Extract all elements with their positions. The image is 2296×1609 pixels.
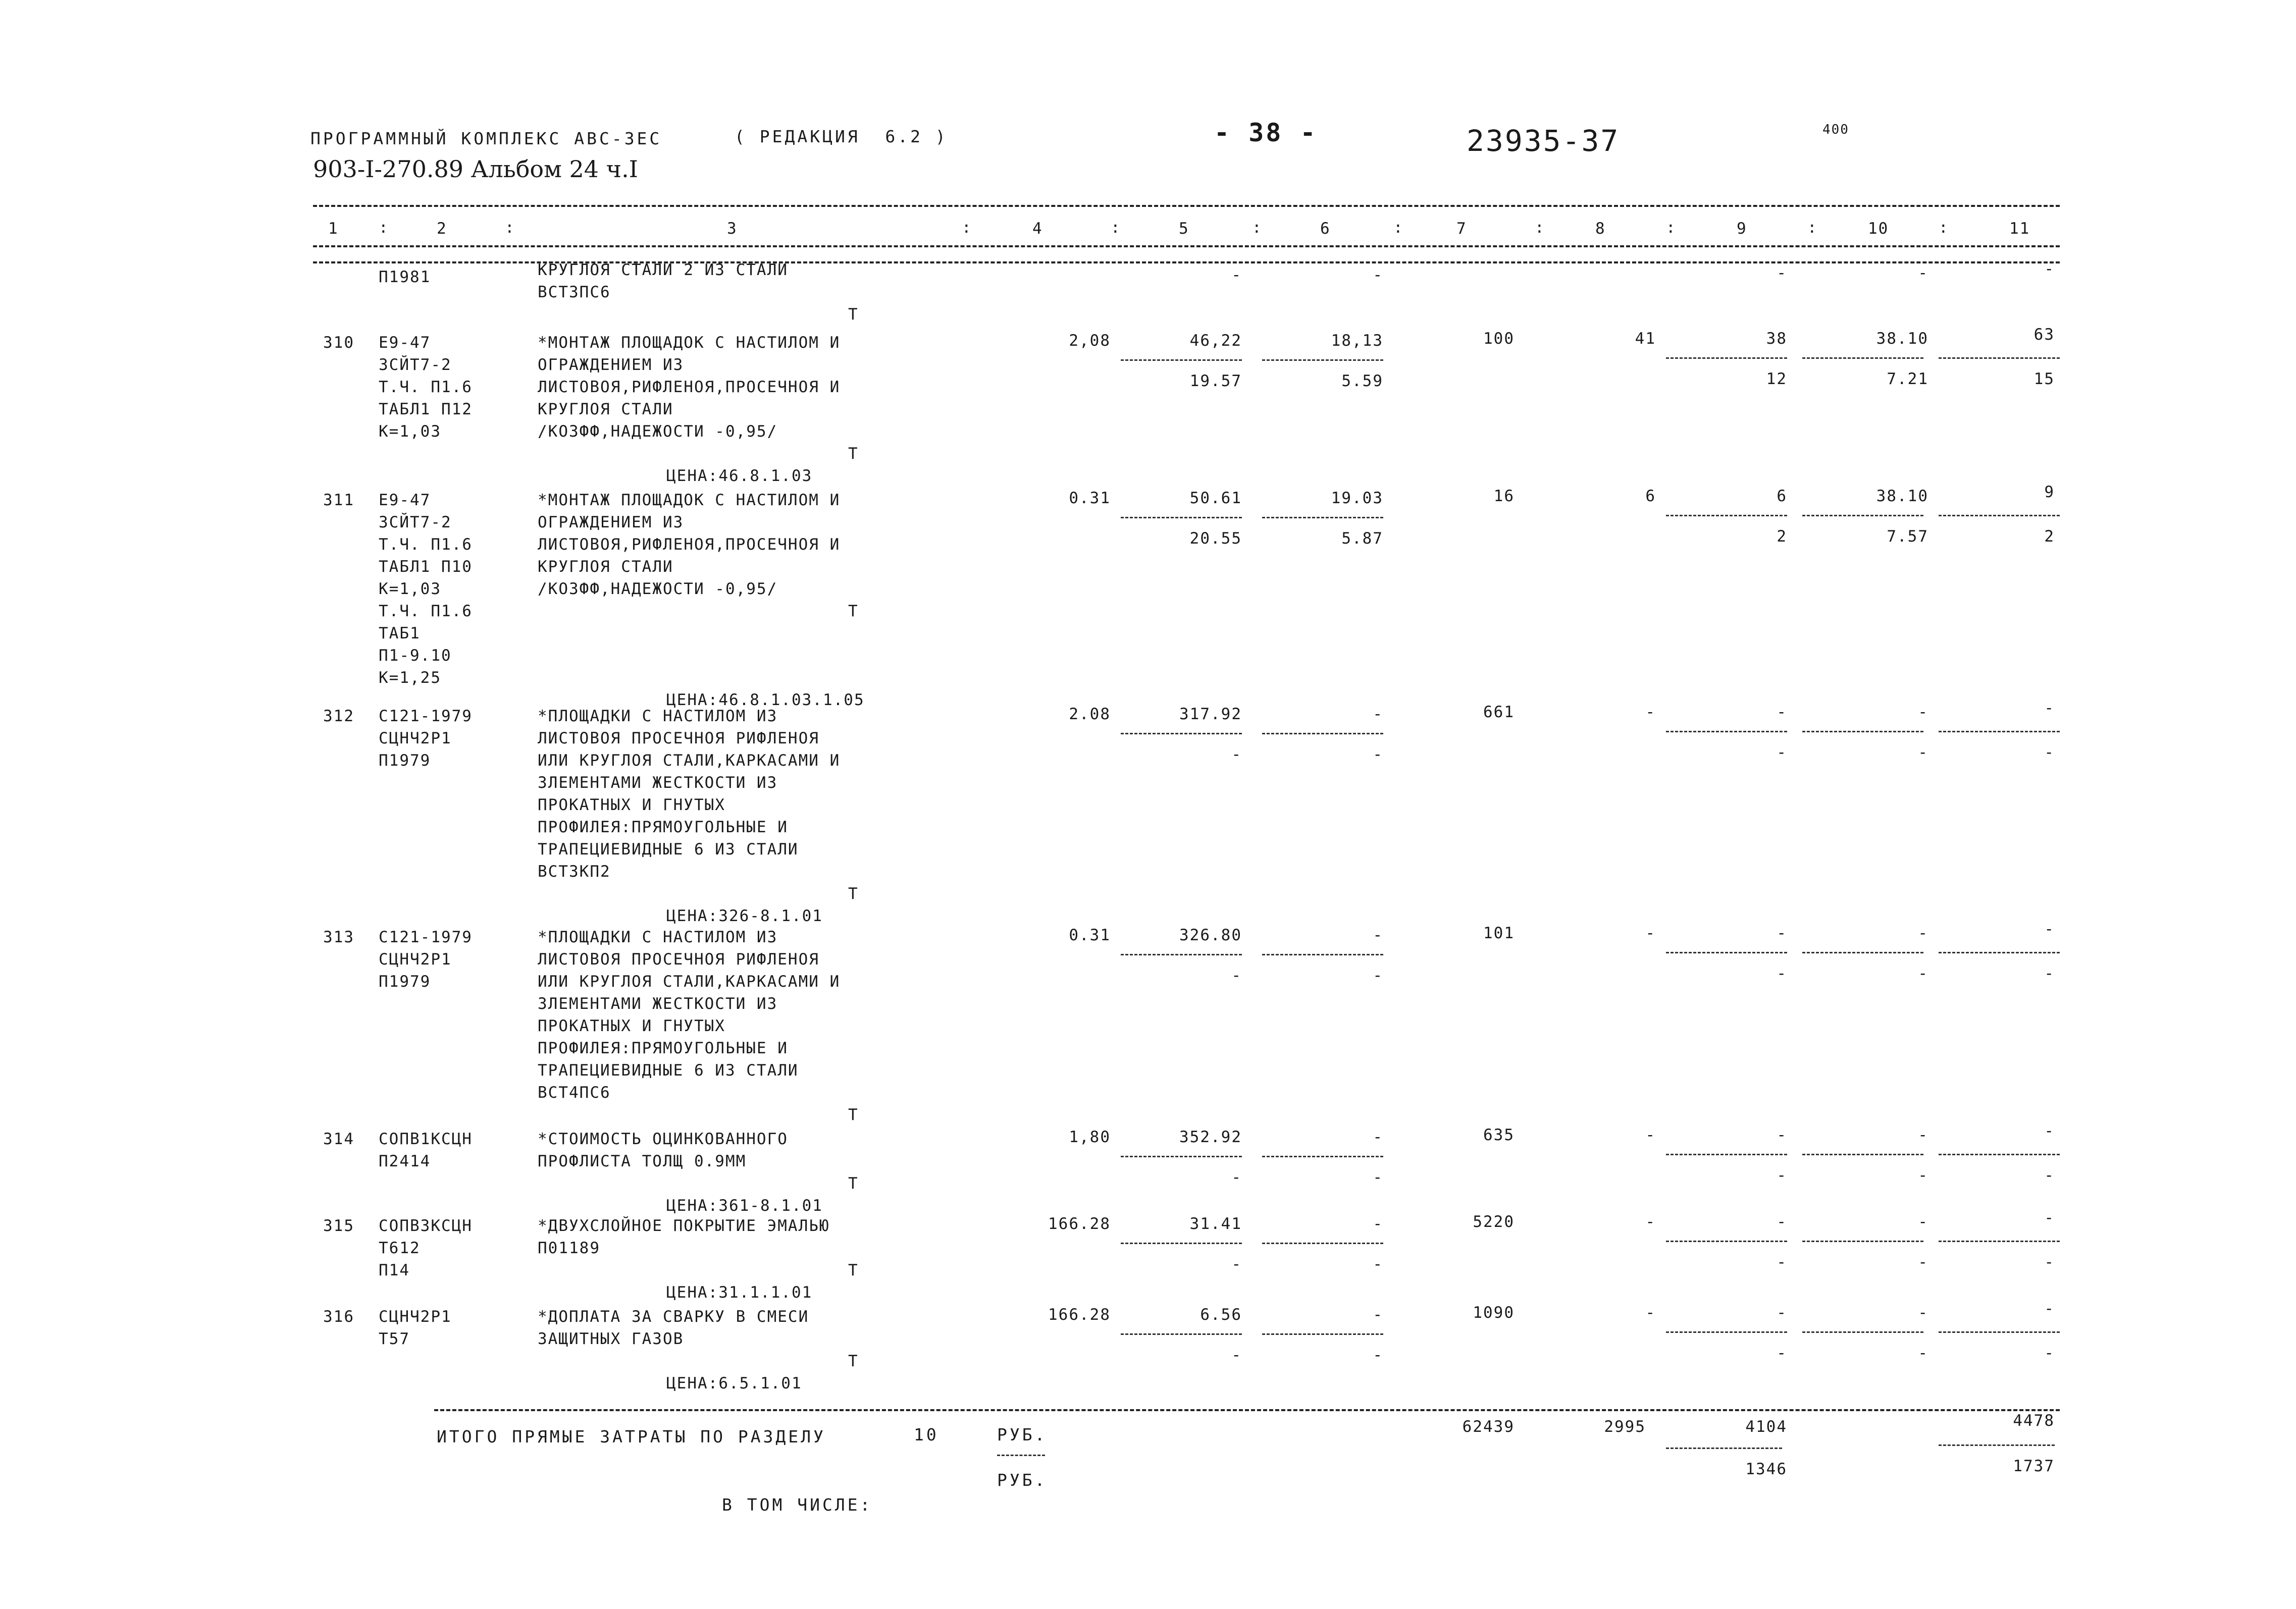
col6-divider [1262,1156,1383,1157]
row-description-line: Т [848,1261,859,1279]
row-price: ЦЕНА:46.8.1.03 [666,467,813,485]
col11-top: - [2044,260,2055,278]
row-description-line: ПРОФЛИСТА ТОЛЩ 0.9ММ [538,1152,747,1170]
totals-col11-top: 4478 [2013,1412,2055,1430]
row-description-line: Т [848,885,859,903]
col9-divider [1666,731,1787,732]
page-number: - 38 - [1214,118,1318,147]
row-number: 310 [323,334,354,352]
col9-top: - [1777,1213,1787,1231]
row-description-line: Т [848,1174,859,1193]
col9-divider [1666,952,1787,953]
row-description-line: *ДВУХСЛОЙНОЕ ПОКРЫТИЕ ЭМАЛЬЮ [538,1217,830,1235]
column-header-7: 7 [1456,220,1467,238]
col9-divider [1666,515,1787,516]
col6-top: 18,13 [1331,332,1383,350]
totals-unit-1: РУБ. [997,1425,1048,1444]
row-code-line: Е9-47 [379,491,431,509]
row-code-line: Т.Ч. П1.6 [379,378,473,396]
totals-col9-divider [1666,1447,1782,1449]
row-code-line: П1981 [379,268,431,286]
row-description-line: Т [848,1352,859,1370]
row-price: ЦЕНА:326-8.1.01 [666,907,823,925]
row-description-line: *ДОПЛАТА ЗА СВАРКУ В СМЕСИ [538,1308,809,1326]
col6-bottom: 5.87 [1341,529,1383,548]
col9-divider [1666,1331,1787,1333]
col5-top: - [1231,266,1242,284]
row-code-line: ТАБЛ1 П10 [379,558,473,576]
col10-divider [1802,357,1923,359]
col11-top: - [2044,1122,2055,1140]
col6-divider [1262,733,1383,734]
col10-divider [1802,731,1923,732]
row-code-line: СОПВ3КСЦН [379,1217,473,1235]
row-number: 314 [323,1130,354,1148]
column-header-4: 4 [1032,220,1043,238]
row-description-line: ПРОФИЛЕЯ:ПРЯМОУГОЛЬНЫЕ И [538,818,788,836]
col9-top: - [1777,703,1787,721]
col6-bottom: - [1373,745,1383,764]
row-description-line: ИЛИ КРУГЛОЯ СТАЛИ,КАРКАСАМИ И [538,973,841,991]
col5-top: 6.56 [1200,1306,1242,1324]
column-separator: : [1393,219,1404,237]
table-top-rule [313,205,2060,207]
col11-top: - [2044,699,2055,717]
col5-bottom: 20.55 [1189,529,1242,548]
col10-bottom: - [1918,1166,1928,1185]
column-separator: : [1252,219,1263,237]
col10-bottom: 7.57 [1887,527,1928,546]
col5-top: 50.61 [1189,489,1242,507]
col11-bottom: 15 [2033,370,2055,388]
col5-divider [1121,1333,1242,1335]
row-code-line: СЦНЧ2Р1 [379,1308,452,1326]
col7-value: 100 [1483,330,1515,348]
col10-top: - [1918,1126,1928,1144]
edition-label: ( РЕДАКЦИЯ 6.2 ) [735,127,948,146]
album-title: 903-I-270.89 Альбом 24 ч.I [313,155,638,183]
row-price: ЦЕНА:46.8.1.03.1.05 [666,691,865,709]
col5-bottom: - [1231,967,1242,985]
column-separator: : [1666,219,1677,237]
col6-top: - [1373,926,1383,944]
row-code-line: П2414 [379,1152,431,1170]
col11-divider [1939,1154,2060,1155]
col4-value: 2.08 [1069,705,1111,723]
row-code-line: ЗСЙТ7-2 [379,356,452,374]
col9-bottom: 12 [1766,370,1787,388]
row-code-line: СОПВ1КСЦН [379,1130,473,1148]
col11-bottom: - [2044,964,2055,983]
row-code-line: К=1,03 [379,580,441,598]
totals-col7: 62439 [1462,1418,1515,1436]
col10-divider [1802,1154,1923,1155]
col11-divider [1939,357,2060,359]
col6-bottom: 5.59 [1341,372,1383,390]
col5-divider [1121,517,1242,518]
col6-top: - [1373,1128,1383,1146]
col7-value: 16 [1493,487,1515,505]
col10-divider [1802,952,1923,953]
col10-bottom: - [1918,743,1928,762]
row-code-line: Т.Ч. П1.6 [379,602,473,620]
row-description-line: ТРАПЕЦИЕВИДНЫЕ 6 ИЗ СТАЛИ [538,1061,799,1080]
row-description-line: КРУГЛОЯ СТАЛИ [538,400,673,418]
sheet-code: 400 [1822,122,1849,137]
row-code-line: Е9-47 [379,334,431,352]
row-description-line: /КОЗФФ,НАДЕЖОСТИ -0,95/ [538,422,778,441]
col9-bottom: - [1777,1344,1787,1362]
col11-top: - [2044,1300,2055,1318]
row-description-line: ЗАЩИТНЫХ ГАЗОВ [538,1330,684,1348]
row-description-line: *СТОИМОСТЬ ОЦИНКОВАННОГО [538,1130,788,1148]
row-description-line: ЗЛЕМЕНТАМИ ЖЕСТКОСТИ ИЗ [538,774,778,792]
row-description-line: Т [848,602,859,620]
row-description-line: /КОЗФФ,НАДЕЖОСТИ -0,95/ [538,580,778,598]
col10-top: - [1918,703,1928,721]
totals-section-number: 10 [914,1425,939,1444]
col11-top: - [2044,1209,2055,1227]
col11-divider [1939,515,2060,516]
row-description-line: *ПЛОЩАДКИ С НАСТИЛОМ ИЗ [538,928,778,946]
col6-top: 19.03 [1331,489,1383,507]
totals-unit-divider [997,1455,1045,1456]
row-code-line: ТАБ1 [379,624,421,642]
col4-value: 166.28 [1048,1215,1111,1233]
col6-top: - [1373,1306,1383,1324]
row-description-line: Т [848,305,859,324]
col8-value: 41 [1635,330,1656,348]
row-price: ЦЕНА:361-8.1.01 [666,1197,823,1215]
col10-divider [1802,515,1923,516]
row-number: 315 [323,1217,354,1235]
column-header-1: 1 [328,220,339,238]
col11-divider [1939,1241,2060,1242]
col5-divider [1121,1243,1242,1244]
col10-top: - [1918,1304,1928,1322]
col5-divider [1121,359,1242,361]
row-number: 316 [323,1308,354,1326]
col10-bottom: 7.21 [1887,370,1928,388]
totals-col9-bottom: 1346 [1745,1460,1787,1478]
row-code-line: ТАБЛ1 П12 [379,400,473,418]
row-code-line: С121-1979 [379,707,473,725]
program-title: ПРОГРАММНЫЙ КОМПЛЕКС АВС-3ЕС [310,129,662,148]
col10-top: 38.10 [1876,487,1928,505]
col6-divider [1262,954,1383,955]
row-code-line: Т.Ч. П1.6 [379,535,473,554]
row-description-line: ИЛИ КРУГЛОЯ СТАЛИ,КАРКАСАМИ И [538,752,841,770]
row-description-line: ВСТ4ПС6 [538,1084,611,1102]
col9-divider [1666,1241,1787,1242]
row-code-line: П14 [379,1261,410,1279]
col5-divider [1121,733,1242,734]
col10-divider [1802,1241,1923,1242]
col11-top: 63 [2033,326,2055,344]
col4-value: 1,80 [1069,1128,1111,1146]
col5-top: 46,22 [1189,332,1242,350]
row-description-line: Т [848,1106,859,1124]
col5-bottom: - [1231,1346,1242,1364]
row-code-line: П1979 [379,752,431,770]
col11-top: - [2044,920,2055,938]
col9-bottom: - [1777,743,1787,762]
column-separator: : [1535,219,1545,237]
column-header-10: 10 [1868,220,1889,238]
col10-top: - [1918,1213,1928,1231]
column-header-5: 5 [1179,220,1189,238]
row-code-line: ЗСЙТ7-2 [379,513,452,531]
row-description-line: ОГРАЖДЕНИЕМ ИЗ [538,513,684,531]
col6-bottom: - [1373,1346,1383,1364]
col5-bottom: 19.57 [1189,372,1242,390]
col9-top: - [1777,1126,1787,1144]
col4-value: 2,08 [1069,332,1111,350]
col5-bottom: - [1231,1168,1242,1187]
col4-value: 0.31 [1069,489,1111,507]
col11-bottom: - [2044,1253,2055,1271]
col11-bottom: - [2044,1344,2055,1362]
col7-value: 635 [1483,1126,1515,1144]
col6-bottom: - [1373,1255,1383,1273]
col4-value: 0.31 [1069,926,1111,944]
col8-value: - [1645,1126,1656,1144]
col10-top: - [1918,264,1928,282]
row-description-line: КРУГЛОЯ СТАЛИ 2 ИЗ СТАЛИ [538,261,788,279]
row-description-line: *МОНТАЖ ПЛОЩАДОК С НАСТИЛОМ И [538,334,841,352]
col7-value: 101 [1483,924,1515,942]
totals-unit-2: РУБ. [997,1470,1048,1490]
totals-col11-bottom: 1737 [2013,1457,2055,1475]
table-header-bottom-rule [313,245,2060,247]
row-description-line: ВСТЗКП2 [538,863,611,881]
col9-top: 38 [1766,330,1787,348]
col11-bottom: 2 [2044,527,2055,546]
col10-bottom: - [1918,964,1928,983]
col11-bottom: - [2044,1166,2055,1185]
col11-divider [1939,952,2060,953]
col9-bottom: - [1777,1253,1787,1271]
column-separator: : [962,219,972,237]
row-description-line: ЛИСТОВОЯ ПРОСЕЧНОЯ РИФЛЕНОЯ [538,729,819,747]
row-description-line: КРУГЛОЯ СТАЛИ [538,558,673,576]
row-code-line: С121-1979 [379,928,473,946]
col9-bottom: - [1777,1166,1787,1185]
col5-top: 352.92 [1179,1128,1242,1146]
col11-top: 9 [2044,483,2055,501]
row-description-line: ЗЛЕМЕНТАМИ ЖЕСТКОСТИ ИЗ [538,995,778,1013]
col8-value: - [1645,1304,1656,1322]
row-number: 312 [323,707,354,725]
col6-divider [1262,1243,1383,1244]
col10-bottom: - [1918,1344,1928,1362]
row-price: ЦЕНА:31.1.1.01 [666,1283,813,1302]
col10-top: 38.10 [1876,330,1928,348]
col10-divider [1802,1331,1923,1333]
column-separator: : [1939,219,1949,237]
column-separator: : [1807,219,1818,237]
row-description-line: *МОНТАЖ ПЛОЩАДОК С НАСТИЛОМ И [538,491,841,509]
col4-value: 166.28 [1048,1306,1111,1324]
row-code-line: П1979 [379,973,431,991]
col7-value: 1090 [1473,1304,1515,1322]
row-description-line: ПРОКАТНЫХ И ГНУТЫХ [538,796,725,814]
row-description-line: ЛИСТОВОЯ,РИФЛЕНОЯ,ПРОСЕЧНОЯ И [538,378,841,396]
column-header-9: 9 [1737,220,1747,238]
col6-top: - [1373,1215,1383,1233]
column-header-8: 8 [1595,220,1606,238]
col6-bottom: - [1373,967,1383,985]
row-code-line: К=1,25 [379,669,441,687]
col11-bottom: - [2044,743,2055,762]
col9-divider [1666,357,1787,359]
column-separator: : [505,219,515,237]
row-code-line: СЦНЧ2Р1 [379,950,452,969]
totals-top-rule [434,1409,2060,1411]
col7-value: 5220 [1473,1213,1515,1231]
col6-divider [1262,359,1383,361]
col6-bottom: - [1373,1168,1383,1187]
col10-bottom: - [1918,1253,1928,1271]
column-separator: : [1111,219,1121,237]
row-description-line: ВСТЗПС6 [538,283,611,301]
row-description-line: ЛИСТОВОЯ,РИФЛЕНОЯ,ПРОСЕЧНОЯ И [538,535,841,554]
row-code-line: Т57 [379,1330,410,1348]
row-description-line: ОГРАЖДЕНИЕМ ИЗ [538,356,684,374]
col5-divider [1121,1156,1242,1157]
col7-value: 661 [1483,703,1515,721]
column-header-2: 2 [437,220,447,238]
col10-top: - [1918,924,1928,942]
col9-top: - [1777,924,1787,942]
col5-bottom: - [1231,745,1242,764]
col5-divider [1121,954,1242,955]
col5-top: 317.92 [1179,705,1242,723]
totals-label: ИТОГО ПРЯМЫЕ ЗАТРАТЫ ПО РАЗДЕЛУ [437,1427,826,1446]
col6-divider [1262,517,1383,518]
totals-col11-divider [1939,1444,2055,1446]
column-header-11: 11 [2009,220,2030,238]
document-number: 23935-37 [1467,124,1620,158]
row-description-line: ЛИСТОВОЯ ПРОСЕЧНОЯ РИФЛЕНОЯ [538,950,819,969]
col9-top: - [1777,1304,1787,1322]
col5-top: 31.41 [1189,1215,1242,1233]
col5-top: 326.80 [1179,926,1242,944]
col9-top: 6 [1777,487,1787,505]
row-code-line: К=1,03 [379,422,441,441]
column-header-3: 3 [727,220,738,238]
col6-top: - [1373,705,1383,723]
col5-bottom: - [1231,1255,1242,1273]
row-code-line: СЦНЧ2Р1 [379,729,452,747]
column-header-6: 6 [1320,220,1331,238]
col8-value: - [1645,924,1656,942]
row-code-line: П1-9.10 [379,647,452,665]
col11-divider [1939,731,2060,732]
col8-value: 6 [1645,487,1656,505]
col9-bottom: 2 [1777,527,1787,546]
row-description-line: ТРАПЕЦИЕВИДНЫЕ 6 ИЗ СТАЛИ [538,840,799,859]
col6-top: - [1373,266,1383,284]
totals-col9-top: 4104 [1745,1418,1787,1436]
column-separator: : [379,219,389,237]
row-description-line: Т [848,445,859,463]
col9-top: - [1777,264,1787,282]
totals-col8: 2995 [1604,1418,1646,1436]
row-description-line: П01189 [538,1239,600,1257]
col6-divider [1262,1333,1383,1335]
row-description-line: ПРОФИЛЕЯ:ПРЯМОУГОЛЬНЫЕ И [538,1039,788,1057]
footer-note: В ТОМ ЧИСЛЕ: [722,1495,873,1515]
col8-value: - [1645,1213,1656,1231]
col11-divider [1939,1331,2060,1333]
row-description-line: *ПЛОЩАДКИ С НАСТИЛОМ ИЗ [538,707,778,725]
col9-bottom: - [1777,964,1787,983]
row-description-line: ПРОКАТНЫХ И ГНУТЫХ [538,1017,725,1035]
col8-value: - [1645,703,1656,721]
row-number: 311 [323,491,354,509]
col9-divider [1666,1154,1787,1155]
row-number: 313 [323,928,354,946]
row-code-line: Т612 [379,1239,421,1257]
row-price: ЦЕНА:6.5.1.01 [666,1374,802,1392]
